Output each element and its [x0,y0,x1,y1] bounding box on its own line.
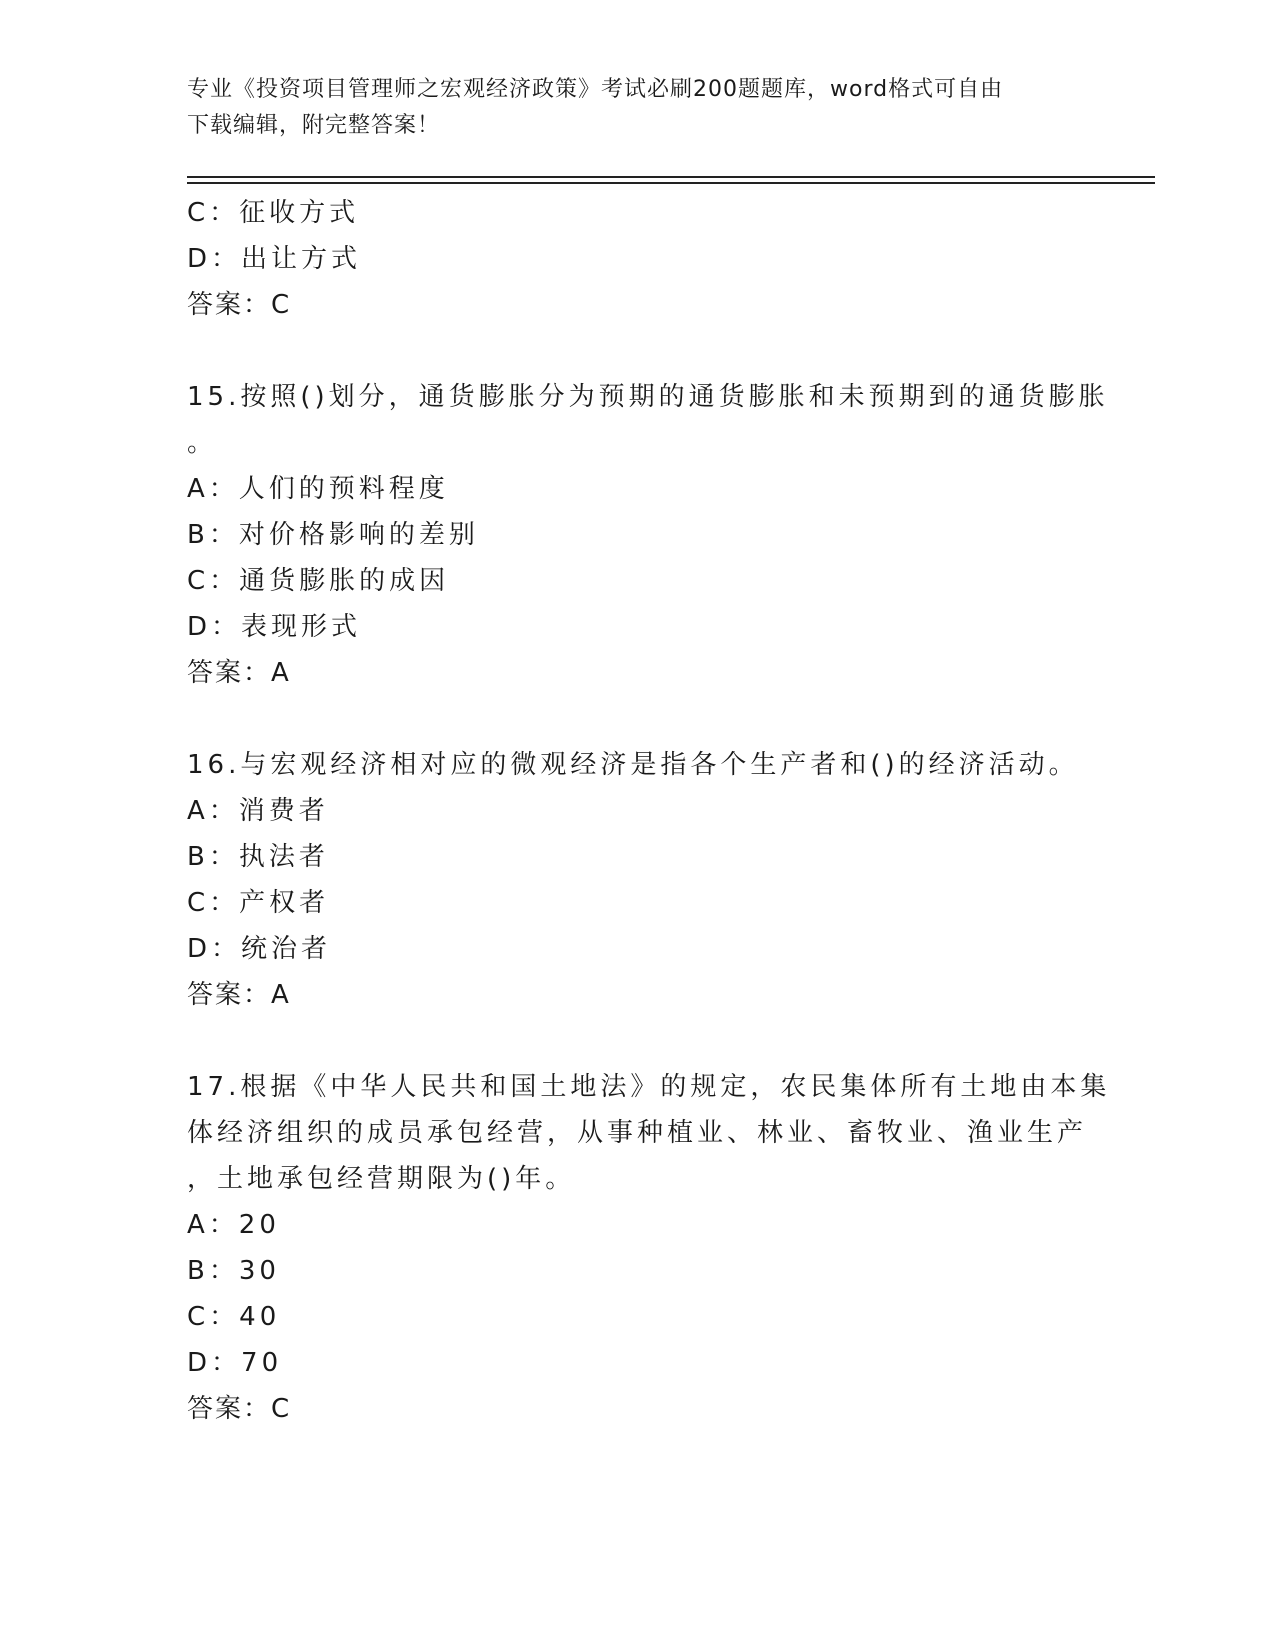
question-stem: 。 [187,428,218,458]
answer-line: 答案：A [187,980,291,1010]
header-divider-bottom [187,182,1155,184]
spacer [187,328,1087,374]
question-stem: 体经济组织的成员承包经营，从事种植业、林业、畜牧业、渔业生产 [187,1118,1088,1148]
option-d: D：统治者 [187,934,332,964]
answer-line: 答案：A [187,658,291,688]
question-list [187,190,1111,1432]
option-b: B：执法者 [187,842,329,872]
option-a: A：20 [187,1210,280,1240]
header-line-2: 下载编辑，附完整答案！ [187,113,441,138]
option-c: C：征收方式 [187,198,360,228]
option-c: C：产权者 [187,888,330,918]
option-b: B：对价格影响的差别 [187,520,479,550]
option-c: C：40 [187,1302,281,1332]
option-a: A：消费者 [187,796,329,826]
question-stem: ，土地承包经营期限为()年。 [187,1164,576,1194]
question-stem: 16.与宏观经济相对应的微观经济是指各个生产者和()的经济活动。 [187,750,1079,780]
option-d: D：70 [187,1348,283,1378]
question-17 [187,1064,1111,1432]
spacer [187,696,1087,742]
question-14-continuation [187,190,1087,328]
question-stem: 15.按照()划分，通货膨胀分为预期的通货膨胀和未预期到的通货膨胀 [187,382,1109,412]
option-d: D：出让方式 [187,244,362,274]
option-c: C：通货膨胀的成因 [187,566,450,596]
header-divider-top [187,176,1155,178]
page-header [187,72,1087,144]
question-15 [187,374,1109,696]
answer-line: 答案：C [187,1394,292,1424]
spacer [187,1018,1087,1064]
option-d: D：表现形式 [187,612,362,642]
question-stem: 17.根据《中华人民共和国土地法》的规定，农民集体所有土地由本集 [187,1072,1111,1102]
option-b: B：30 [187,1256,280,1286]
question-16 [187,742,1087,1018]
answer-line: 答案：C [187,290,292,320]
header-line-1: 专业《投资项目管理师之宏观经济政策》考试必刷200题题库，word格式可自由 [187,77,1004,102]
option-a: A：人们的预料程度 [187,474,449,504]
